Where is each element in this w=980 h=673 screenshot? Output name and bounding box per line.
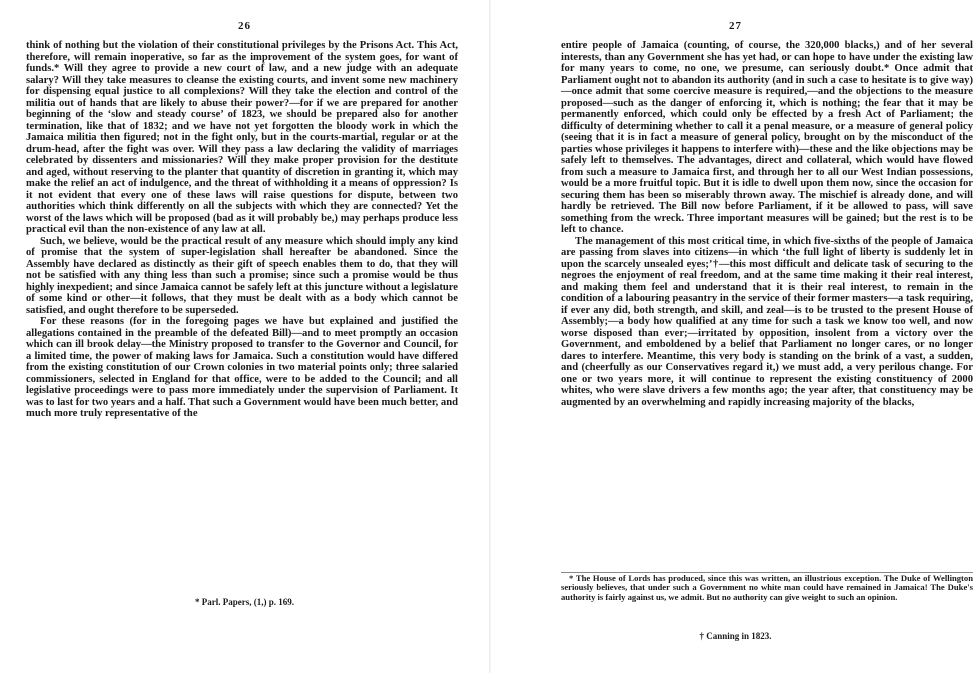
page-number-right: 27 — [729, 20, 742, 32]
page-number-left: 26 — [238, 20, 251, 32]
right-page — [491, 0, 980, 673]
footnote-text: * The House of Lords has produced, since this was written, an illustrious exception. The Duke of Wellington seriously believes, that under such a Government no white man could have remained in Jamaica! The Duke's authority is fairly against us, we admit. But no authority can give weight to such an opinion. — [561, 573, 973, 602]
left-page-body — [26, 40, 458, 420]
paragraph: The management of this most critical time, in which five-sixths of the people of Jamaica are passing from slaves into citizens—in which ‘the full light of liberty is suddenly let in upon the scarcely unsealed eyes;’†—this most difficult and delicate task of securing to the negroes the enjoyment of real freedom, and at the same time making it their real interest, and making them feel and understand that it is their real interest, to remain in the condition of a labouring peasantry in the service of their former masters—a task requiring, if ever any did, both strength, and skill, and zeal—is to be trusted to the present House of Assembly;—a body how qualified at any time for such a task we know too well, and now worse disposed than ever;—irritated by opposition, insolent from a victory over the Government, and emboldened by a belief that Parliament no longer cares, or no longer dares to interfere. Meantime, this very body is standing on the brink of a vast, a sudden, and (cheerfully as our Conservatives regard it,) we must add, a very perilous change. For one or two years more, it will continue to represent the existing constituency of 2000 whites, who were slave drivers a few months ago; the year after, that constituency may be augmented by an overwhelming and rapidly increasing majority of the blacks, — [561, 235, 973, 408]
paragraph: Such, we believe, would be the practical result of any measure which should imply any kind of promise that the system of super-legislation shall hereafter be abandoned. Since the Assembly have declared as distinctly as their gift of speech enables them to do, that they will not be satisfied with any thing less than such a promise; since such a promise would be thus highly inexpedient; and since Jamaica cannot be safely left at this juncture without a legislature of some kind or other—it follows, that they must be dealt with as a body which cannot be satisfied, and ought therefore to be superseded. — [26, 235, 458, 316]
paragraph: For these reasons (for in the foregoing pages we have but explained and justified the allegations contained in the preamble of the defeated Bill)—and to meet promptly an occasion which can ill brook delay—the Ministry proposed to transfer to the Governor and Council, for a limited time, the power of making laws for Jamaica. Such a constitution would have differed from the existing constitution of our Crown colonies in two material points only; three salaried commissioners, selected in England for that office, were to be added to the Council; and all legislative proceedings were to pass more immediately under the supervision of Parliament. It was to last for two years and a half. That such a Government would have been much better, and much more truly representative of the — [26, 316, 458, 419]
footnote-right-2: † Canning in 1823. — [699, 631, 772, 641]
footnote-left: * Parl. Papers, (1,) p. 169. — [195, 597, 294, 607]
paragraph: think of nothing but the violation of their constitutional privileges by the Prisons Act. This Act, therefore, will remain inoperative, so far as the improvement of the system goes, for want of funds.* Will they agree to provide a new court of law, and a new judge with an adequate salary? Will they take measures to cleanse the existing courts, and invent some new machinery for dispensing equal justice to all complexions? Will they take the election and control of the militia out of hands that are likely to abuse their power?—for if we are prepared for another beginning of the ‘slow and steady course’ of 1823, we should be prepared also for another termination, like that of 1832; and we have not yet forgotten the bloody work in which the Jamaica militia then figured; not in the fight only, but in the courts-martial, regular or at the drum-head, after the fight was over. Will they pass a law declaring the validity of marriages celebrated by dissenters and missionaries? Will they make proper provision for the destitute and aged, without reserving to the planter that quantity of discretion in granting it, which may make the relief an act of indulgence, and the threat of withholding it a means of oppression? Is it not evident that every one of these laws will raise questions for dispute, between two authorities which think differently on all the subjects with which they are connected? Yet the worst of the laws which will be proposed (bad as it will probably be,) may perhaps produce less practical evil than the non-existence of any law at all. — [26, 40, 458, 235]
paragraph: entire people of Jamaica (counting, of course, the 320,000 blacks,) and of her several interests, than any Government she has yet had, or can hope to have under the existing law for many years to come, no one, we presume, can seriously doubt.* Once admit that Parliament ought not to abandon its authority (and in such a case to hesitate is to give way)—once admit that some coercive measure is required,—and the objections to the measure proposed—such as the danger of enforcing it, which is nothing; the fear that it may be permanently enforced, which could only be effected by a fresh Act of Parliament; the difficulty of determining whether to call it a penal measure, or a measure of general policy (seeing that it is in fact a measure of general policy, brought on by the misconduct of the parties whose privileges it happens to interfere with)—these and the like objections may be safely left to themselves. The advantages, direct and collateral, which would have flowed from such a measure to Jamaica first, and through her to all our West Indian possessions, would be a more fruitful topic. But it is idle to dwell upon them now, since the occasion for securing them has been so miserably thrown away. The mischief is already done, and will hardly be retrieved. The Bill now before Parliament, if it be allowed to pass, will save something from the wreck. Three important measures will be gained; but the rest is to be left to chance. — [561, 40, 973, 235]
right-page-body — [561, 40, 973, 408]
footnote-right-1 — [561, 574, 973, 602]
left-page — [0, 0, 489, 673]
